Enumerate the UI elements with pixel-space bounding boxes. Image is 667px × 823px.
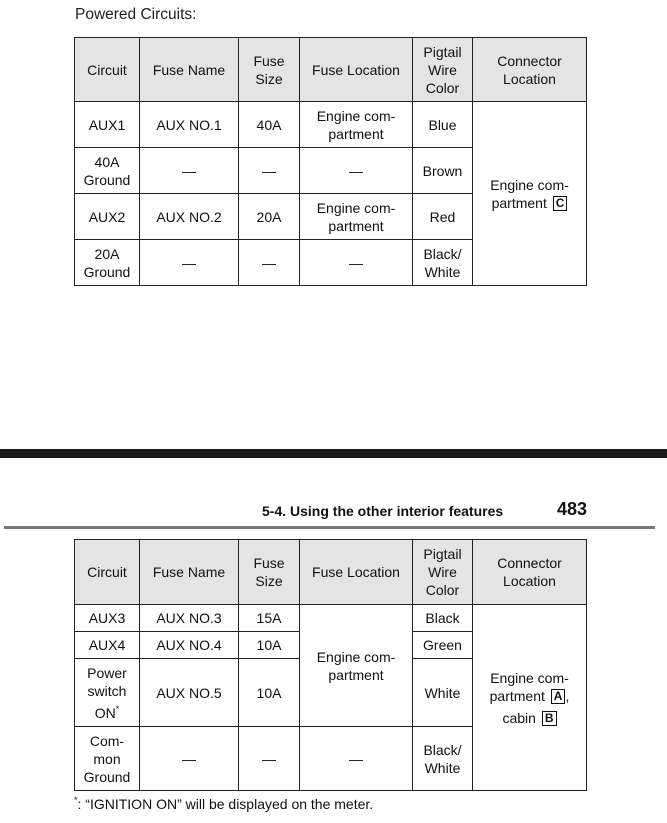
cell-wire-color: Black/ White xyxy=(413,727,473,791)
cell-wire-color: Black xyxy=(413,605,473,632)
footnote-text: : “IGNITION ON” will be displayed on the meter. xyxy=(77,796,374,812)
cell-fuse-location: Engine com- partment xyxy=(300,102,413,148)
cell-circuit: 20A Ground xyxy=(75,240,140,286)
cell-circuit: AUX1 xyxy=(75,102,140,148)
header-connector-location: Connector Location xyxy=(473,38,587,102)
header-circuit: Circuit xyxy=(75,38,140,102)
cell-fuse-size: — xyxy=(239,148,300,194)
cell-fuse-name: AUX NO.5 xyxy=(140,659,239,727)
cell-fuse-name: — xyxy=(140,240,239,286)
cell-fuse-location: — xyxy=(300,240,413,286)
cell-fuse-location: — xyxy=(300,727,413,791)
cell-fuse-name: AUX NO.3 xyxy=(140,605,239,632)
cell-fuse-location: — xyxy=(300,148,413,194)
header-rule xyxy=(4,526,655,529)
cell-fuse-size: 20A xyxy=(239,194,300,240)
header-circuit: Circuit xyxy=(75,540,140,605)
header-fuse-name: Fuse Name xyxy=(140,540,239,605)
cell-wire-color: Green xyxy=(413,632,473,659)
cell-fuse-location: Engine com- partment xyxy=(300,194,413,240)
page-number: 483 xyxy=(557,499,588,519)
header-connector-location: Connector Location xyxy=(473,540,587,605)
header-fuse-location: Fuse Location xyxy=(300,540,413,605)
header-pigtail-wire-color: Pigtail Wire Color xyxy=(413,540,473,605)
connector-marker-a: A xyxy=(551,689,566,704)
page-break-band xyxy=(0,449,667,458)
header-fuse-name: Fuse Name xyxy=(140,38,239,102)
cell-fuse-size: 10A xyxy=(239,632,300,659)
cell-fuse-name: — xyxy=(140,148,239,194)
footnote-mark: * xyxy=(74,795,78,805)
cell-fuse-location: Engine com- partment xyxy=(300,605,413,727)
cell-circuit: AUX3 xyxy=(75,605,140,632)
cell-fuse-size: 40A xyxy=(239,102,300,148)
cell-circuit: 40A Ground xyxy=(75,148,140,194)
cell-wire-color: White xyxy=(413,659,473,727)
connector-marker-c: C xyxy=(553,196,568,211)
cell-circuit: Power switch ON* xyxy=(75,659,140,727)
cell-fuse-name: AUX NO.2 xyxy=(140,194,239,240)
cell-fuse-size: — xyxy=(239,240,300,286)
cell-fuse-name: AUX NO.4 xyxy=(140,632,239,659)
table-header-row xyxy=(75,540,587,605)
footnote-marker: * xyxy=(115,703,120,714)
cell-wire-color: Black/ White xyxy=(413,240,473,286)
header-fuse-size: Fuse Size xyxy=(239,38,300,102)
cell-fuse-size: — xyxy=(239,727,300,791)
cell-fuse-name: — xyxy=(140,727,239,791)
table-row xyxy=(75,102,587,148)
cell-circuit: AUX2 xyxy=(75,194,140,240)
page-header-section: 5-4. Using the other interior features xyxy=(262,503,504,519)
cell-connector-location: Engine com- partment A , cabin B xyxy=(473,605,587,791)
cell-fuse-size: 10A xyxy=(239,659,300,727)
header-pigtail-wire-color: Pigtail Wire Color xyxy=(413,38,473,102)
powered-circuits-table-2 xyxy=(74,539,587,791)
connector-marker-b: B xyxy=(542,711,557,726)
section-title: Powered Circuits: xyxy=(75,6,197,23)
cell-fuse-name: AUX NO.1 xyxy=(140,102,239,148)
powered-circuits-table-1 xyxy=(74,37,587,286)
header-fuse-location: Fuse Location xyxy=(300,38,413,102)
cell-wire-color: Red xyxy=(413,194,473,240)
cell-wire-color: Blue xyxy=(413,102,473,148)
cell-circuit: Com- mon Ground xyxy=(75,727,140,791)
cell-fuse-size: 15A xyxy=(239,605,300,632)
table-row xyxy=(75,605,587,632)
cell-connector-location: Engine com- partment C xyxy=(473,102,587,286)
footnote xyxy=(74,795,373,812)
header-fuse-size: Fuse Size xyxy=(239,540,300,605)
table-header-row xyxy=(75,38,587,102)
cell-wire-color: Brown xyxy=(413,148,473,194)
cell-circuit: AUX4 xyxy=(75,632,140,659)
